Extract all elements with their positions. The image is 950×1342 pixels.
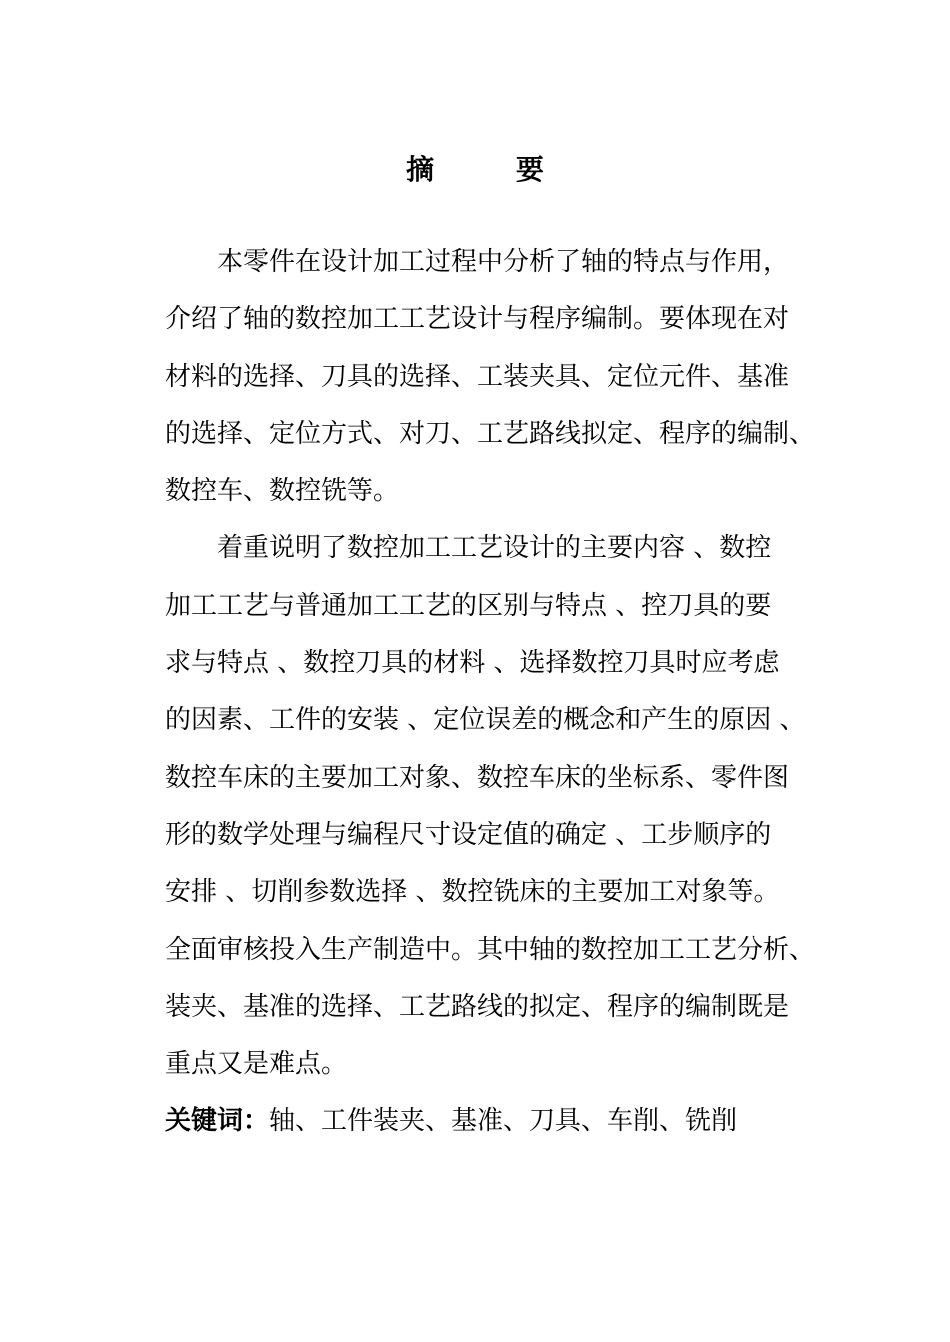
keywords-line: [165, 1093, 805, 1150]
paragraph-2-line-9: 装夹、基准的选择、工艺路线的拟定、程序的编制既是: [165, 991, 790, 1022]
paragraph-2-line-8: 全面审核投入生产制造中。其中轴的数控加工工艺分析、: [165, 934, 816, 965]
paragraph-2-line-10: 重点又是难点。: [165, 1049, 348, 1080]
paragraph-1-line-4: 的选择、定位方式、对刀、工艺路线拟定、程序的编制、: [165, 418, 816, 449]
paragraph-2-line-3: 求与特点 、数控刀具的材料 、选择数控刀具时应考虑: [165, 648, 780, 679]
abstract-body: [165, 234, 816, 1151]
paragraph-2-line-5: 数控车床的主要加工对象、数控车床的坐标系、零件图: [165, 762, 790, 793]
paragraph-1-line-2: 介绍了轴的数控加工工艺设计与程序编制。要体现在对: [165, 304, 790, 335]
paragraph-2-line-2: 加工工艺与普通加工工艺的区别与特点 、控刀具的要: [165, 590, 772, 621]
page-title: 摘 要: [406, 153, 580, 186]
paragraph-2-line-6: 形的数学处理与编程尺寸设定值的确定 、工步顺序的: [165, 819, 772, 850]
paragraph-1-line-5: 数控车、数控铣等。: [165, 476, 400, 507]
keywords-label: 关键词：: [165, 1106, 270, 1137]
paragraph-1-line-3: 材料的选择、刀具的选择、工装夹具、定位元件、基准: [165, 361, 790, 392]
paragraph-1-line-1: 本零件在设计加工过程中分析了轴的特点与作用，: [217, 247, 790, 277]
paragraph-2-line-7: 安排 、切削参数选择 、数控铣床的主要加工对象等。: [165, 877, 780, 908]
paragraph-2-line-1: 着重说明了数控加工工艺设计的主要内容 、数控: [217, 533, 772, 564]
paragraph-2-line-4: 的因素、工件的安装 、定位误差的概念和产生的原因 、: [165, 705, 806, 736]
keywords-value: 轴、工件装夹、基准、刀具、车削、铣削: [269, 1106, 738, 1137]
